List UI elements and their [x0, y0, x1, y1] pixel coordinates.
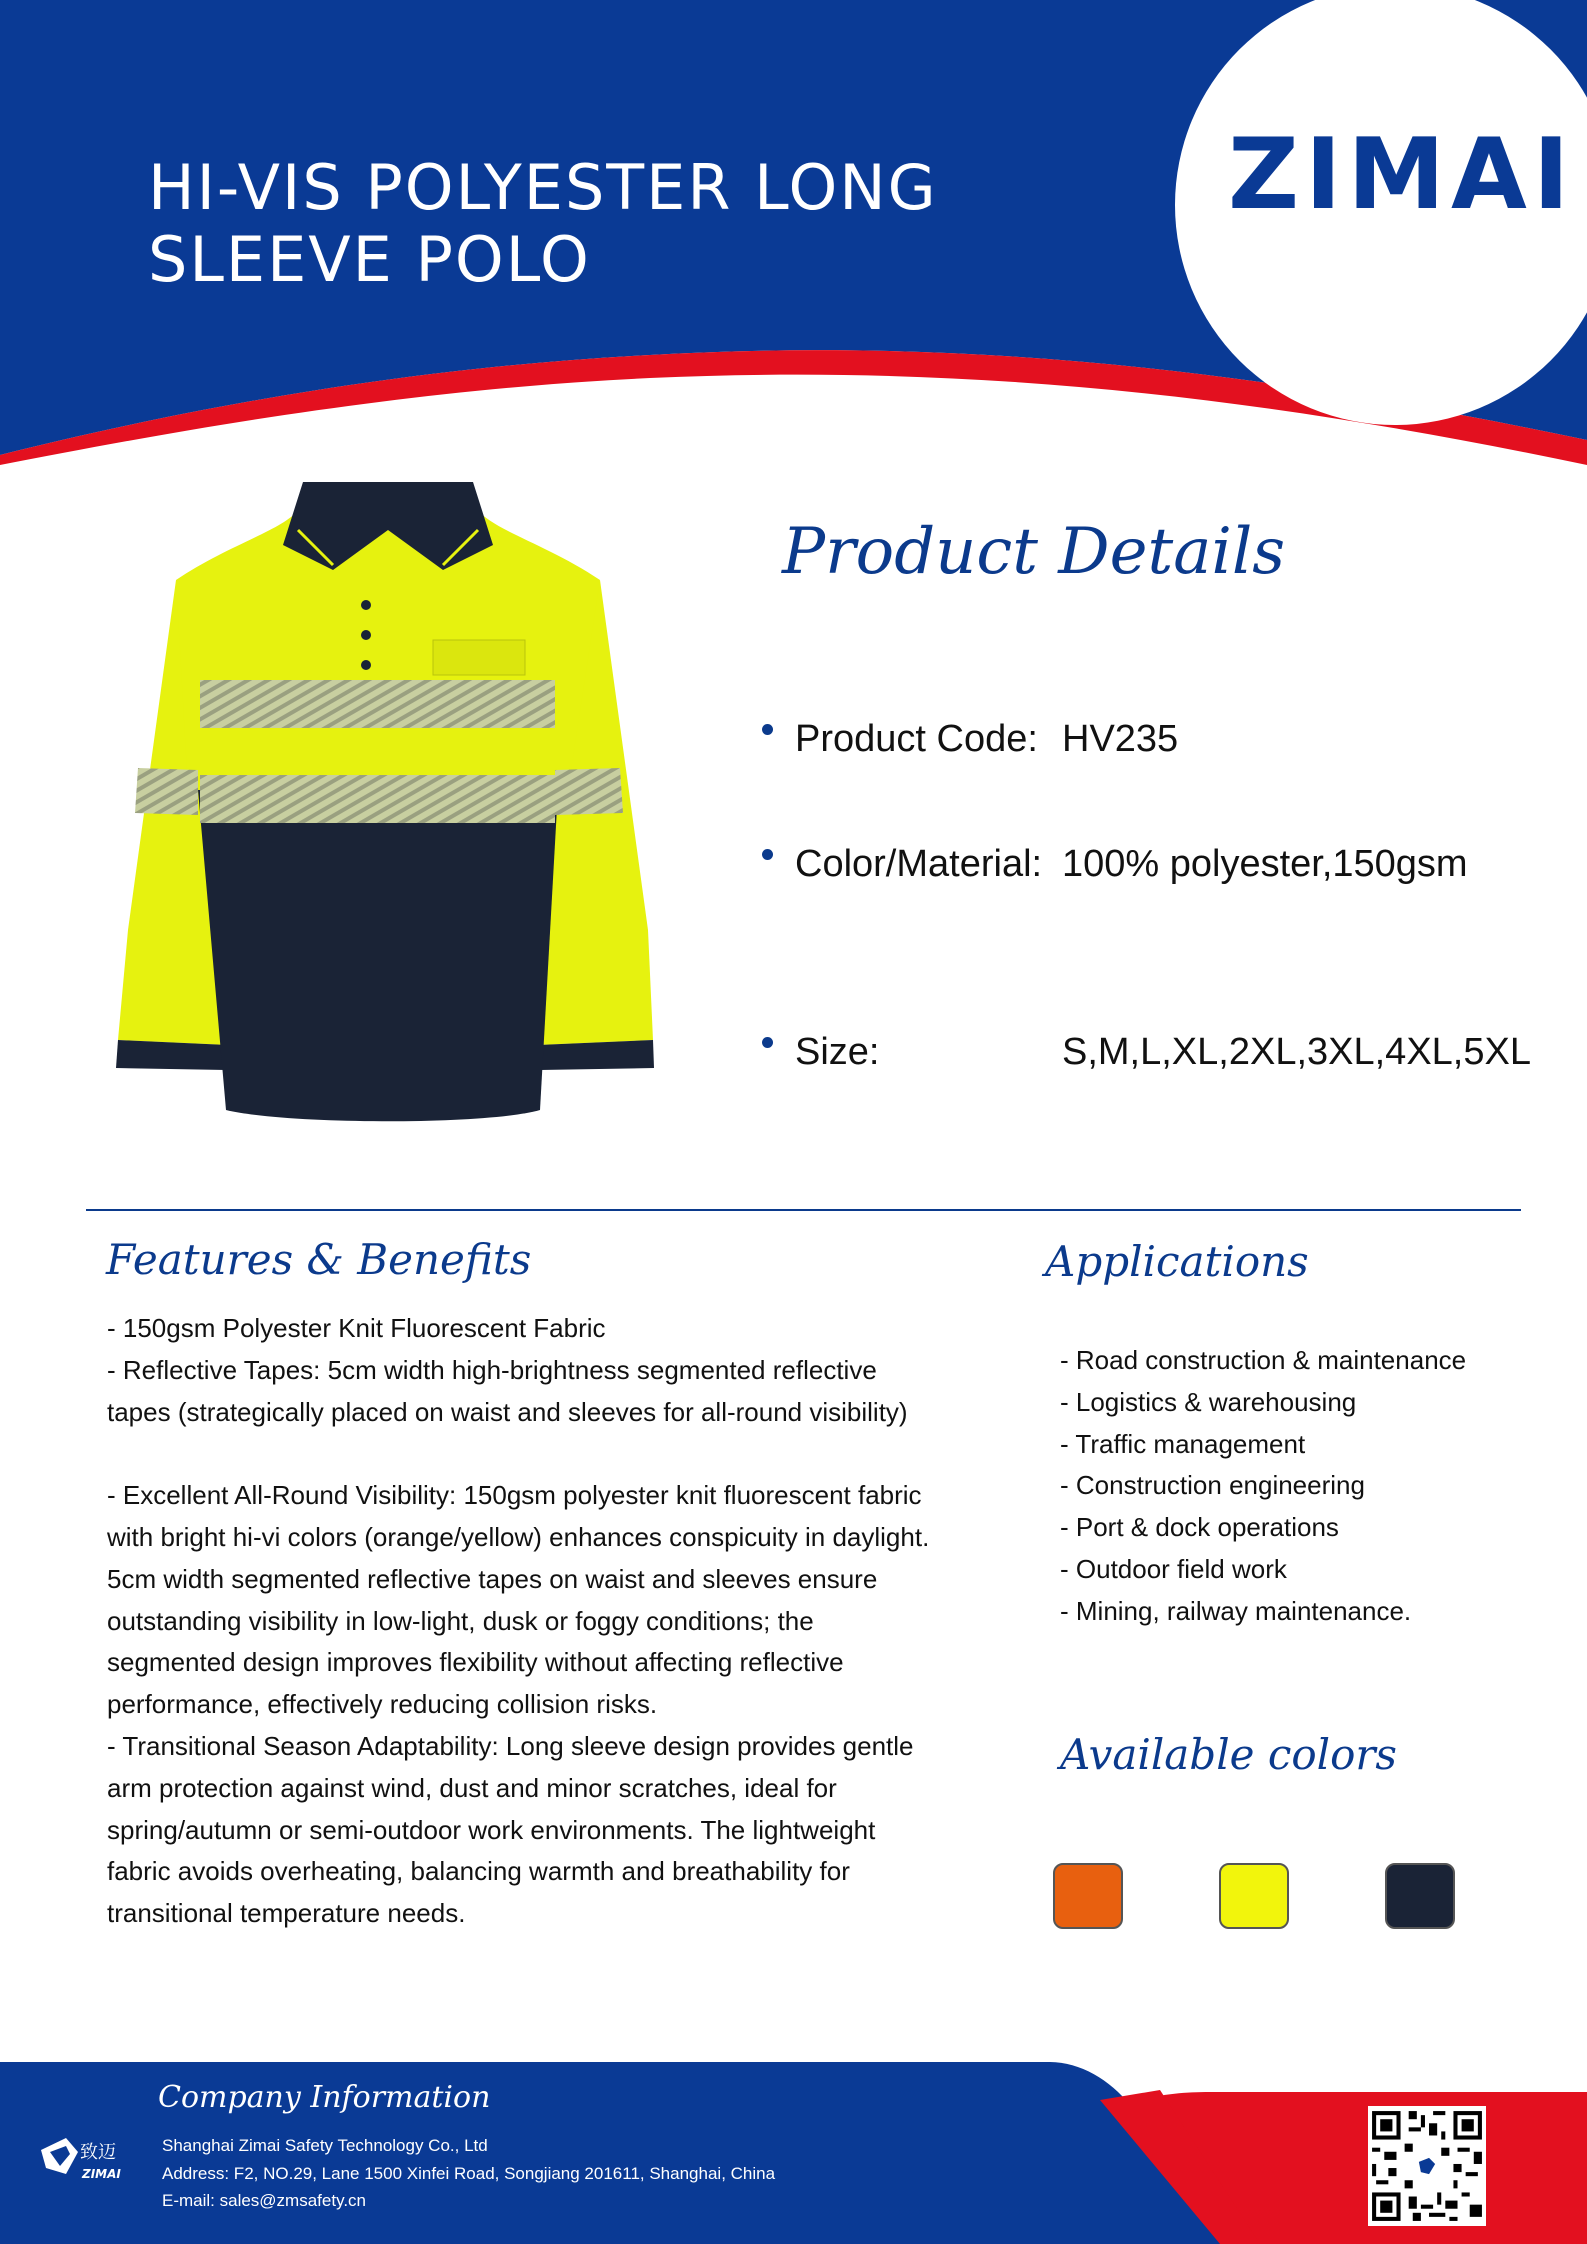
features-text: [107, 1308, 937, 1935]
applications-list: [1060, 1340, 1466, 1633]
list-item: - Road construction & maintenance: [1060, 1345, 1467, 1375]
company-email[interactable]: E-mail: sales@zmsafety.cn: [162, 2191, 366, 2210]
spec-row-color-material: [762, 843, 1468, 886]
title-line-1: HI-VIS POLYESTER LONG: [148, 151, 938, 224]
spec-value: S,M,L,XL,2XL,3XL,4XL,5XL: [1062, 1031, 1531, 1073]
applications-heading: Applications: [1045, 1237, 1309, 1286]
list-item: - Outdoor field work: [1060, 1553, 1287, 1584]
title-line-2: SLEEVE POLO: [148, 223, 591, 296]
spec-row-size: [762, 1031, 1531, 1074]
spec-label: Product Code:: [795, 718, 1038, 760]
polo-shirt-image: [108, 470, 668, 1130]
feature-paragraph: - 150gsm Polyester Knit Fluorescent Fabric: [107, 1313, 606, 1343]
svg-text:致迈: 致迈: [80, 2142, 116, 2163]
spec-value: 100% polyester,150gsm: [1062, 843, 1468, 885]
svg-text:ZIMAI: ZIMAI: [82, 2167, 121, 2181]
bullet-icon: [762, 724, 773, 735]
list-item: - Traffic management: [1060, 1428, 1306, 1459]
bullet-icon: [762, 1037, 773, 1048]
spec-label: Color/Material:: [795, 843, 1043, 885]
company-address: Address: F2, NO.29, Lane 1500 Xinfei Road, Songjiang 201611, Shanghai, China: [162, 2163, 776, 2183]
list-item: - Mining, railway maintenance.: [1060, 1595, 1412, 1626]
feature-paragraph: - Excellent All-Round Visibility: 150gsm polyester knit fluorescent fabric with bright hi-vi colors (orange/yellow) enhances conspicuity in daylight. 5cm width segmented reflective tapes on waist and sleeves ensure outstanding visibility in low-light, dusk or foggy conditions; the segmented design improves flexibility without affecting reflective performance, effectively reducing collision risks.: [107, 1480, 930, 1720]
color-swatch-navy: [1385, 1863, 1455, 1929]
company-name: Shanghai Zimai Safety Technology Co., Ltd: [162, 2136, 488, 2155]
footer-logo: [36, 2128, 136, 2193]
section-divider: [86, 1209, 1521, 1211]
features-heading: Features & Benefits: [106, 1235, 532, 1284]
product-details-heading: Product Details: [782, 515, 1286, 589]
company-info-heading: Company Information: [158, 2080, 491, 2115]
color-swatch-yellow: [1219, 1863, 1289, 1929]
feature-spacer: [107, 1433, 937, 1475]
product-title: [148, 152, 1048, 296]
color-swatch-orange: [1053, 1863, 1123, 1929]
feature-paragraph: - Reflective Tapes: 5cm width high-brightness segmented reflective tapes (strategically placed on waist and sleeves for all-round visibility): [107, 1354, 908, 1427]
spec-label: Size:: [795, 1031, 880, 1073]
zimai-emblem-icon: [36, 2128, 136, 2188]
feature-paragraph: - Transitional Season Adaptability: Long sleeve design provides gentle arm protection against wind, dust and minor scratches, ideal for spring/autumn or semi-outdoor work environments. The lightweight fabric avoids overheating, balancing warmth and breathability for transitional temperature needs.: [107, 1730, 914, 1929]
qr-code: [1368, 2106, 1486, 2226]
spec-value: HV235: [1062, 718, 1179, 760]
list-item: - Logistics & warehousing: [1060, 1386, 1357, 1417]
brand-logo: ZIMAI: [1228, 118, 1576, 232]
list-item: - Port & dock operations: [1060, 1512, 1339, 1543]
available-colors-heading: Available colors: [1060, 1730, 1397, 1779]
company-info: [162, 2132, 775, 2215]
list-item: - Construction engineering: [1060, 1470, 1365, 1501]
bullet-icon: [762, 849, 773, 860]
spec-row-product-code: [762, 718, 1179, 761]
